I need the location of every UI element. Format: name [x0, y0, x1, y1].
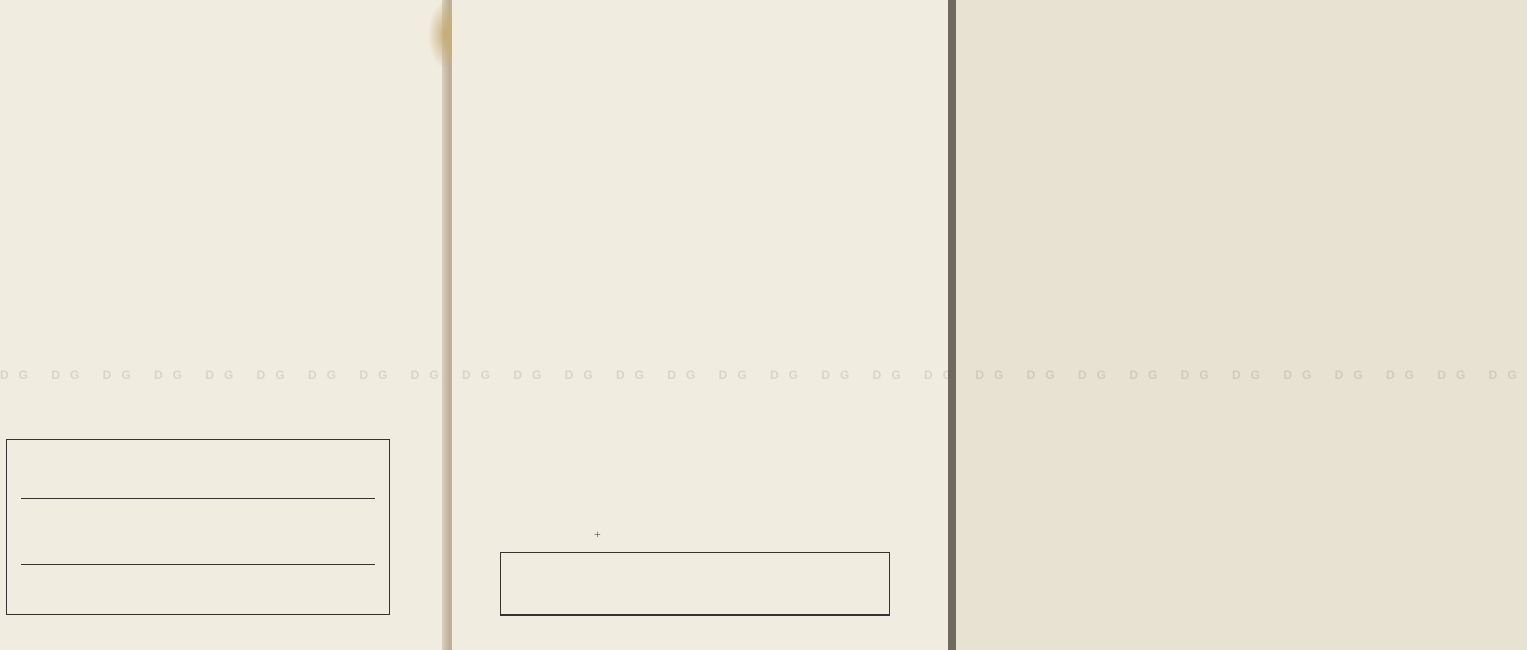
maurer-address — [25, 537, 375, 547]
left-page — [0, 0, 446, 650]
divider — [21, 564, 375, 565]
page-edge — [948, 0, 956, 650]
divider — [21, 498, 375, 499]
watermark: DG DG DG DG DG DG DG DG DG DG DG DG DG DG DG DG DG DG DG DG DG DG DG DG DG DG DG DG DG DG — [0, 368, 1527, 382]
plus-mark: + — [594, 527, 601, 541]
transports-ad — [500, 552, 890, 616]
advertisement-box — [6, 439, 390, 615]
right-page — [452, 0, 948, 650]
meuwly-header — [25, 452, 375, 462]
